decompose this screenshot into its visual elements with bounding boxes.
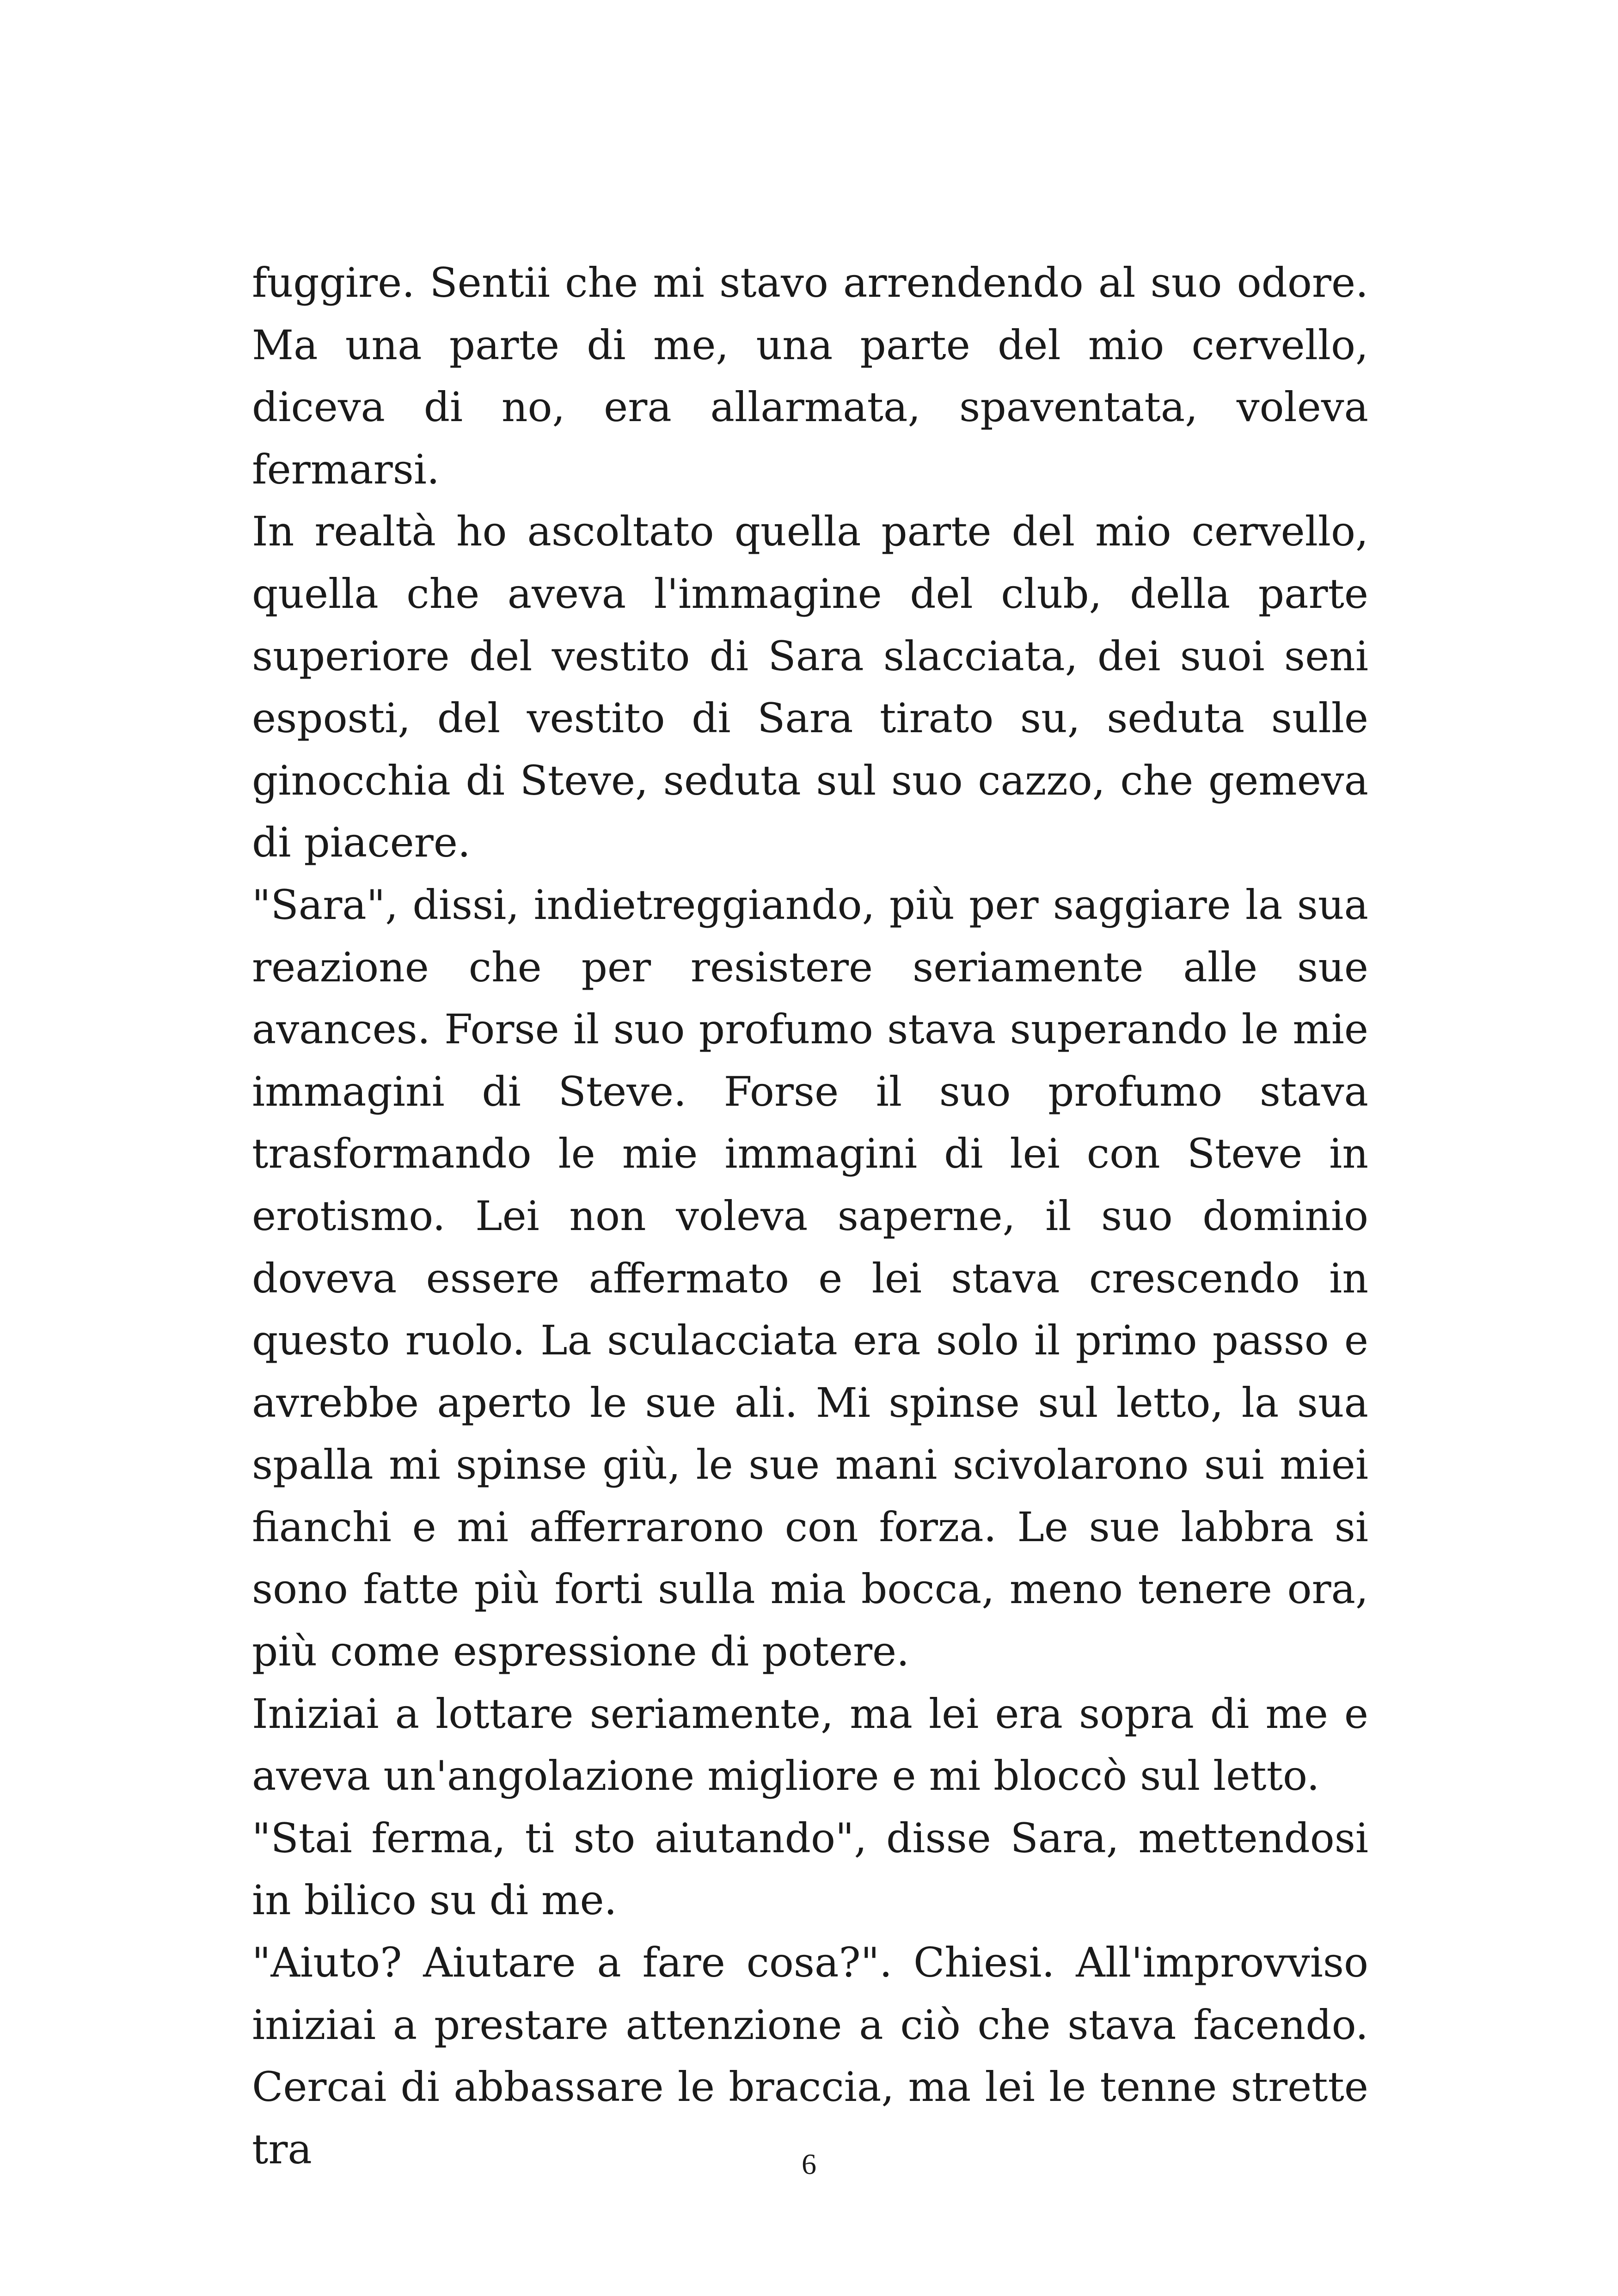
paragraph-5: "Stai ferma, ti sto aiutando", disse Sara, mettendosi in bilico su di me.: [252, 1814, 1368, 1924]
paragraph-4: Iniziai a lottare seriamente, ma lei era sopra di me e aveva un'angolazione migliore e mi bloccò sul letto.: [252, 1690, 1368, 1800]
paragraph-6: "Aiuto? Aiutare a fare cosa?". Chiesi. All'improvviso iniziai a prestare attenzione a ciò che stava facendo. Cercai di abbassare le braccia, ma lei le tenne strette tra: [252, 1939, 1368, 2173]
body-text: [252, 252, 1368, 2180]
paragraph-3: "Sara", dissi, indietreggiando, più per saggiare la sua reazione che per resistere seriamente alle sue avances. Forse il suo profumo stava superando le mie immagini di Steve. Forse il suo profumo stava trasformando le mie immagini di lei con Steve in erotismo. Lei non voleva saperne, il suo dominio doveva essere affermato e lei stava crescendo in questo ruolo. La sculacciata era solo il primo passo e avrebbe aperto le sue ali. Mi spinse sul letto, la sua spalla mi spinse giù, le sue mani scivolarono sui miei fianchi e mi afferrarono con forza. Le sue labbra si sono fatte più forti sulla mia bocca, meno tenere ora, più come espressione di potere.: [252, 881, 1368, 1676]
paragraph-1: fuggire. Sentii che mi stavo arrendendo al suo odore. Ma una parte di me, una parte del mio cervello, diceva di no, era allarmata, spaventata, voleva fermarsi.: [252, 259, 1368, 493]
page-number: 6: [802, 2148, 816, 2180]
paragraph-2: In realtà ho ascoltato quella parte del mio cervello, quella che aveva l'immagine del club, della parte superiore del vestito di Sara slacciata, dei suoi seni esposti, del vestito di Sara tirato su, seduta sulle ginocchia di Steve, seduta sul suo cazzo, che gemeva di piacere.: [252, 508, 1368, 867]
